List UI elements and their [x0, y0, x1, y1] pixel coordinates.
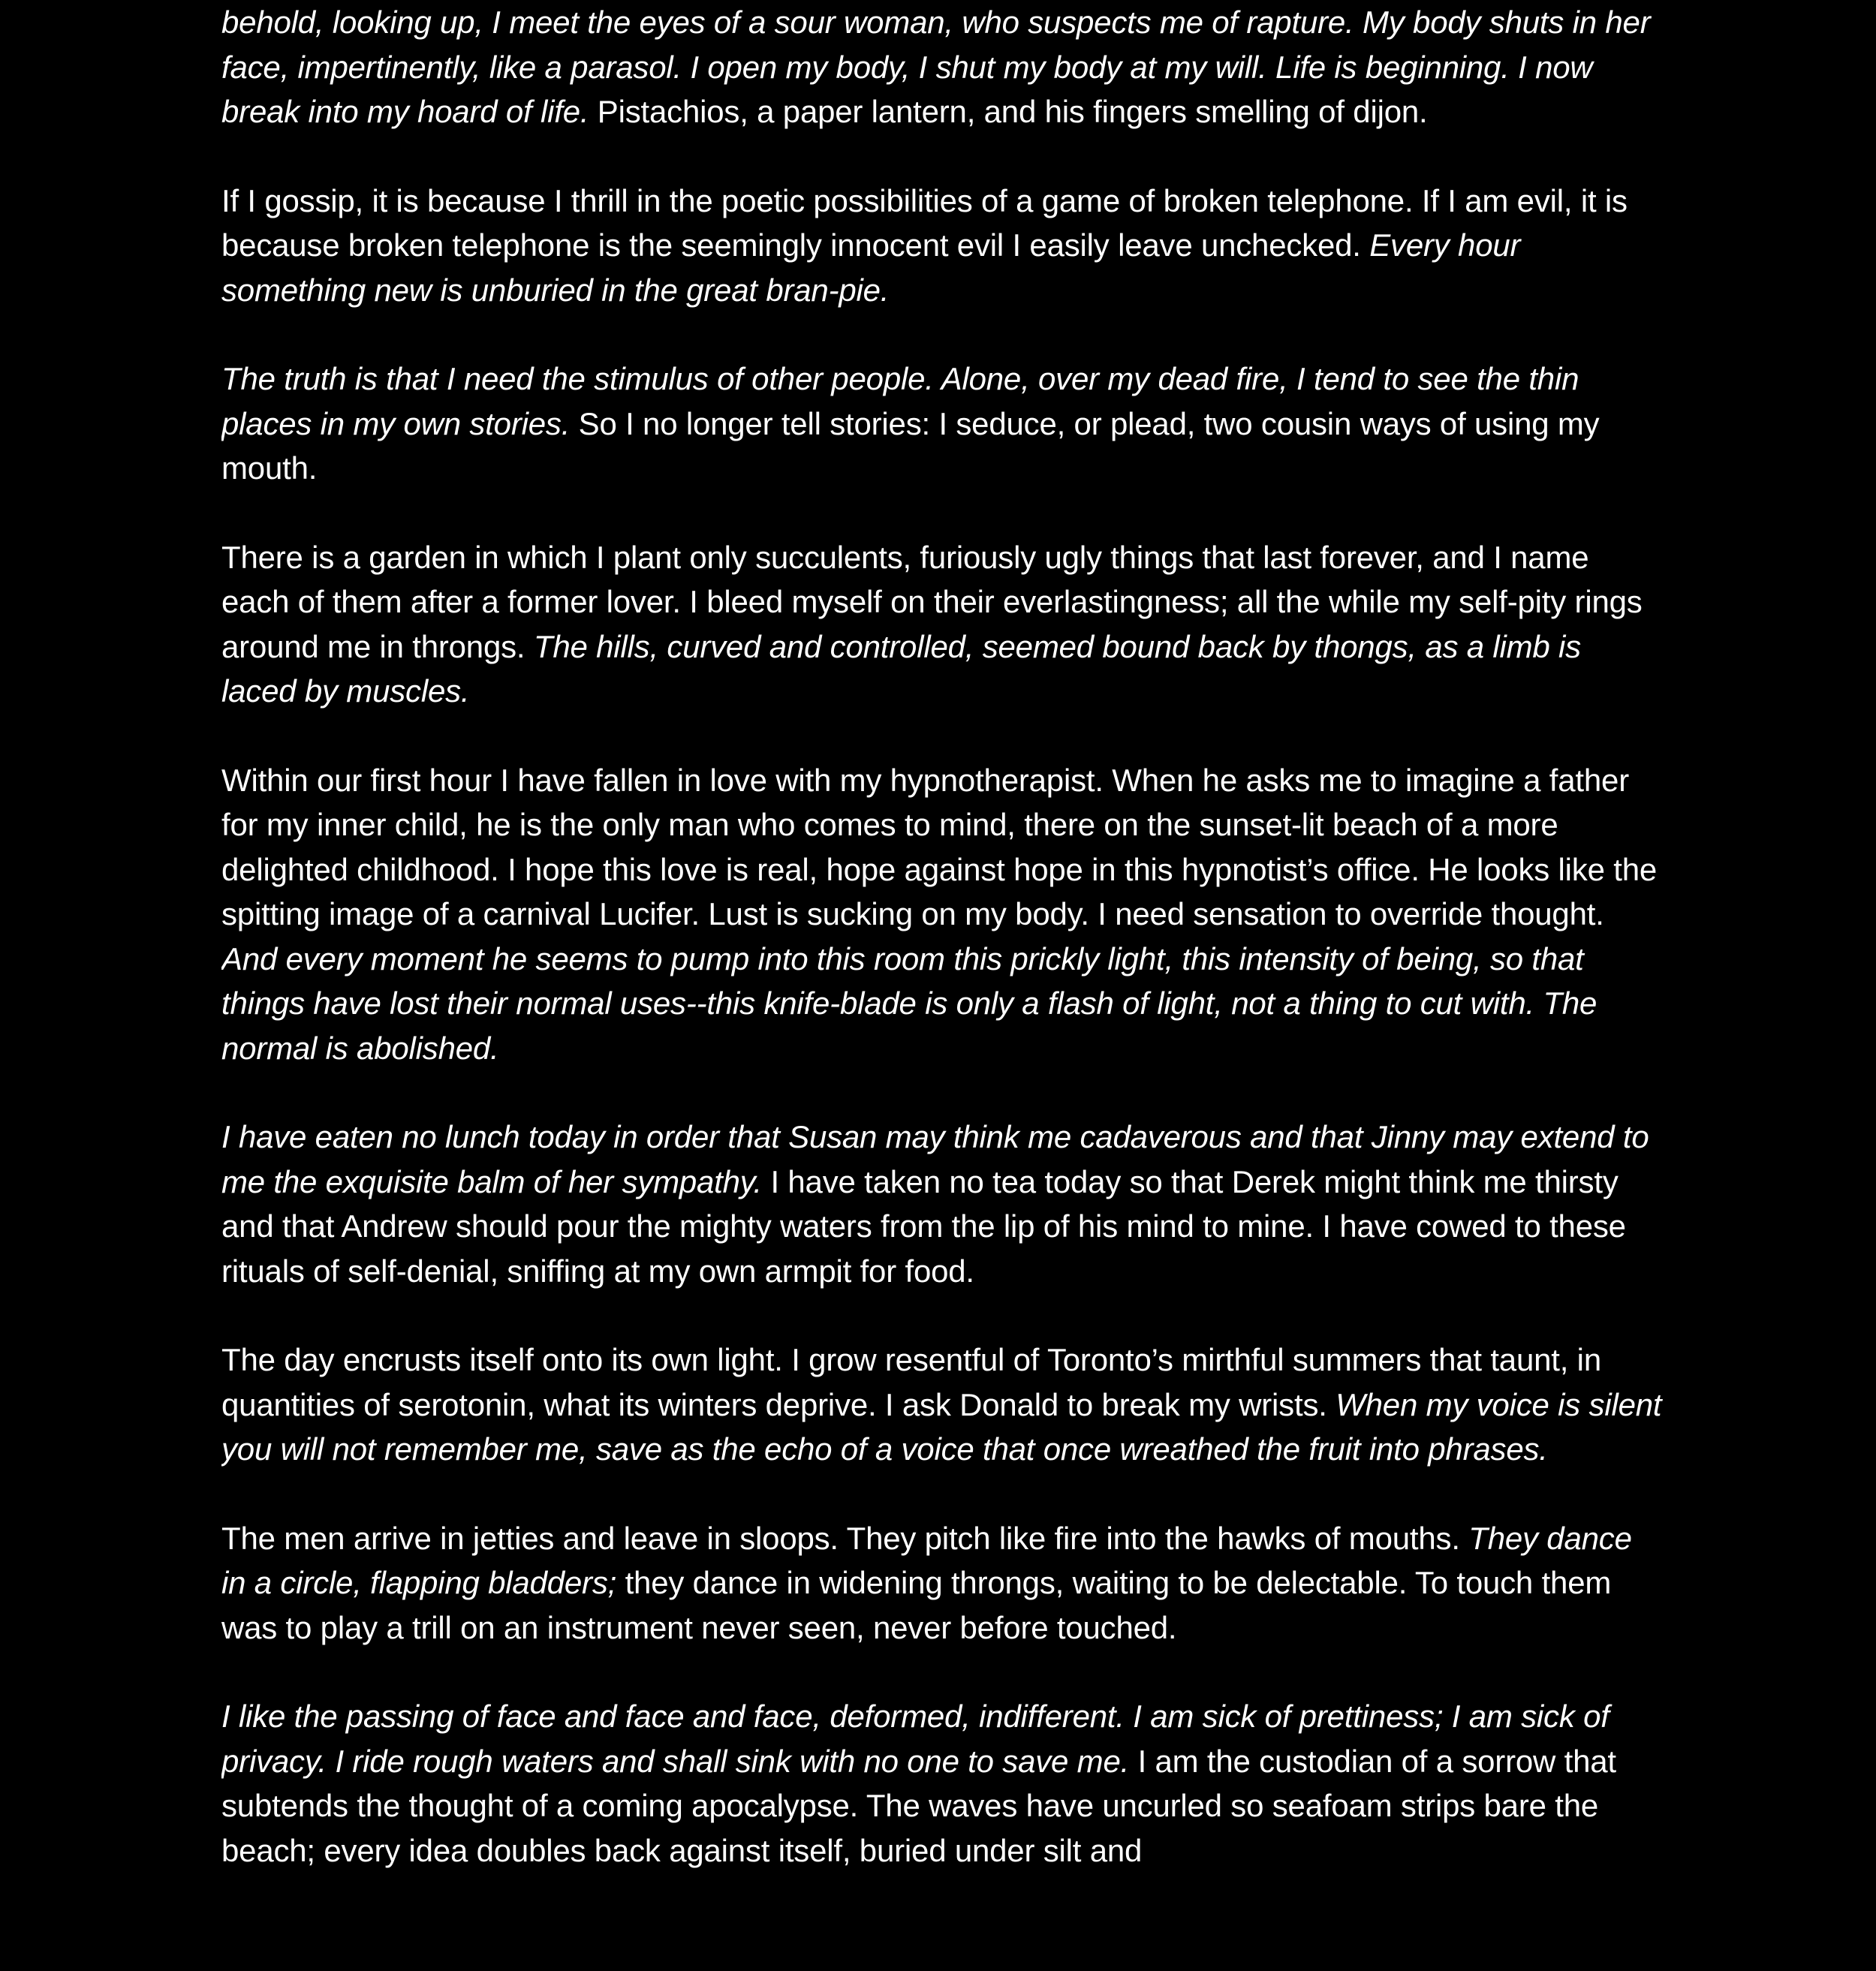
paragraph-9 [221, 1694, 1663, 1873]
paragraph-3 [221, 357, 1663, 491]
text-segment: I have eaten no lunch today in order that Susan may think me cadaverous and that Jinny may extend to me the exquisite balm of her sympathy. [221, 1119, 1649, 1199]
paragraph-2 [221, 179, 1663, 313]
text-segment: When my voice is silent you will not remember me, save as the echo of a voice that once wreathed the fruit into phrases. [221, 1386, 1662, 1467]
text-segment: I have taken no tea today so that Derek might think me thirsty and that Andrew should pour the mighty waters from the lip of his mind to mine. I have cowed to these rituals of self-denial, sniffing at my own armpit for food. [221, 1163, 1626, 1289]
text-segment: The day encrusts itself onto its own light. I grow resentful of Toronto’s mirthful summers that taunt, in quantities of serotonin, what its winters deprive. I ask Donald to break my wrists. [221, 1342, 1601, 1422]
text-segment: they dance in widening throngs, waiting to be delectable. To touch them was to play a trill on an instrument never seen, never before touched. [221, 1565, 1612, 1645]
text-segment: The men arrive in jetties and leave in sloops. They pitch like fire into the hawks of mouths. [221, 1520, 1469, 1556]
paragraph-1 [221, 0, 1663, 134]
text-segment: The truth is that I need the stimulus of other people. Alone, over my dead fire, I tend to see the thin places in my own stories. [221, 361, 1579, 441]
text-segment: behold, looking up, I meet the eyes of a sour woman, who suspects me of rapture. My body shuts in her face, impertinently, like a parasol. I open my body, I shut my body at my will. Life is beginning. I now break into my hoard of life. [221, 5, 1651, 129]
text-segment: I like the passing of face and face and face, deformed, indifferent. I am sick of prettiness; I am sick of privacy. I ride rough waters and shall sink with no one to save me. [221, 1699, 1610, 1779]
paragraph-7 [221, 1338, 1663, 1472]
text-segment: The hills, curved and controlled, seemed bound back by thongs, as a limb is laced by muscles. [221, 628, 1581, 709]
text-segment: So I no longer tell stories: I seduce, or plead, two cousin ways of using my mouth. [221, 405, 1600, 486]
text-segment: I am the custodian of a sorrow that subtends the thought of a coming apocalypse. The waves have uncurled so seafoam strips bare the beach; every idea doubles back against itself, buried under silt and [221, 1743, 1616, 1868]
text-segment: Within our first hour I have fallen in love with my hypnotherapist. When he asks me to imagine a father for my inner child, he is the only man who comes to mind, there on the sunset-lit beach of a more delighted childhood. I hope this love is real, hope against hope in this hypnotist’s office. He looks like the spitting image of a carnival Lucifer. Lust is sucking on my body. I need sensation to override thought. [221, 762, 1658, 931]
text-segment: There is a garden in which I plant only succulents, furiously ugly things that last forever, and I name each of them after a former lover. I bleed myself on their everlastingness; all the while my self-pity rings around me in throngs. [221, 539, 1643, 664]
text-segment: And every moment he seems to pump into this room this prickly light, this intensity of being, so that things have lost their normal uses--this knife-blade is only a flash of light, not a thing to cut with. The normal is abolished. [221, 940, 1597, 1066]
text-segment: If I gossip, it is because I thrill in the poetic possibilities of a game of broken telephone. If I am evil, it is because broken telephone is the seemingly innocent evil I easily leave unchecked. [221, 182, 1628, 263]
text-segment: Every hour something new is unburied in the great bran-pie. [221, 227, 1521, 308]
paragraph-6 [221, 1115, 1663, 1293]
text-segment: Pistachios, a paper lantern, and his fingers smelling of dijon. [589, 94, 1428, 129]
paragraph-4 [221, 535, 1663, 714]
text-segment: They dance in a circle, flapping bladders; [221, 1520, 1632, 1600]
paragraph-8 [221, 1516, 1663, 1651]
paragraph-5 [221, 758, 1663, 1071]
document-body [221, 0, 1663, 1971]
